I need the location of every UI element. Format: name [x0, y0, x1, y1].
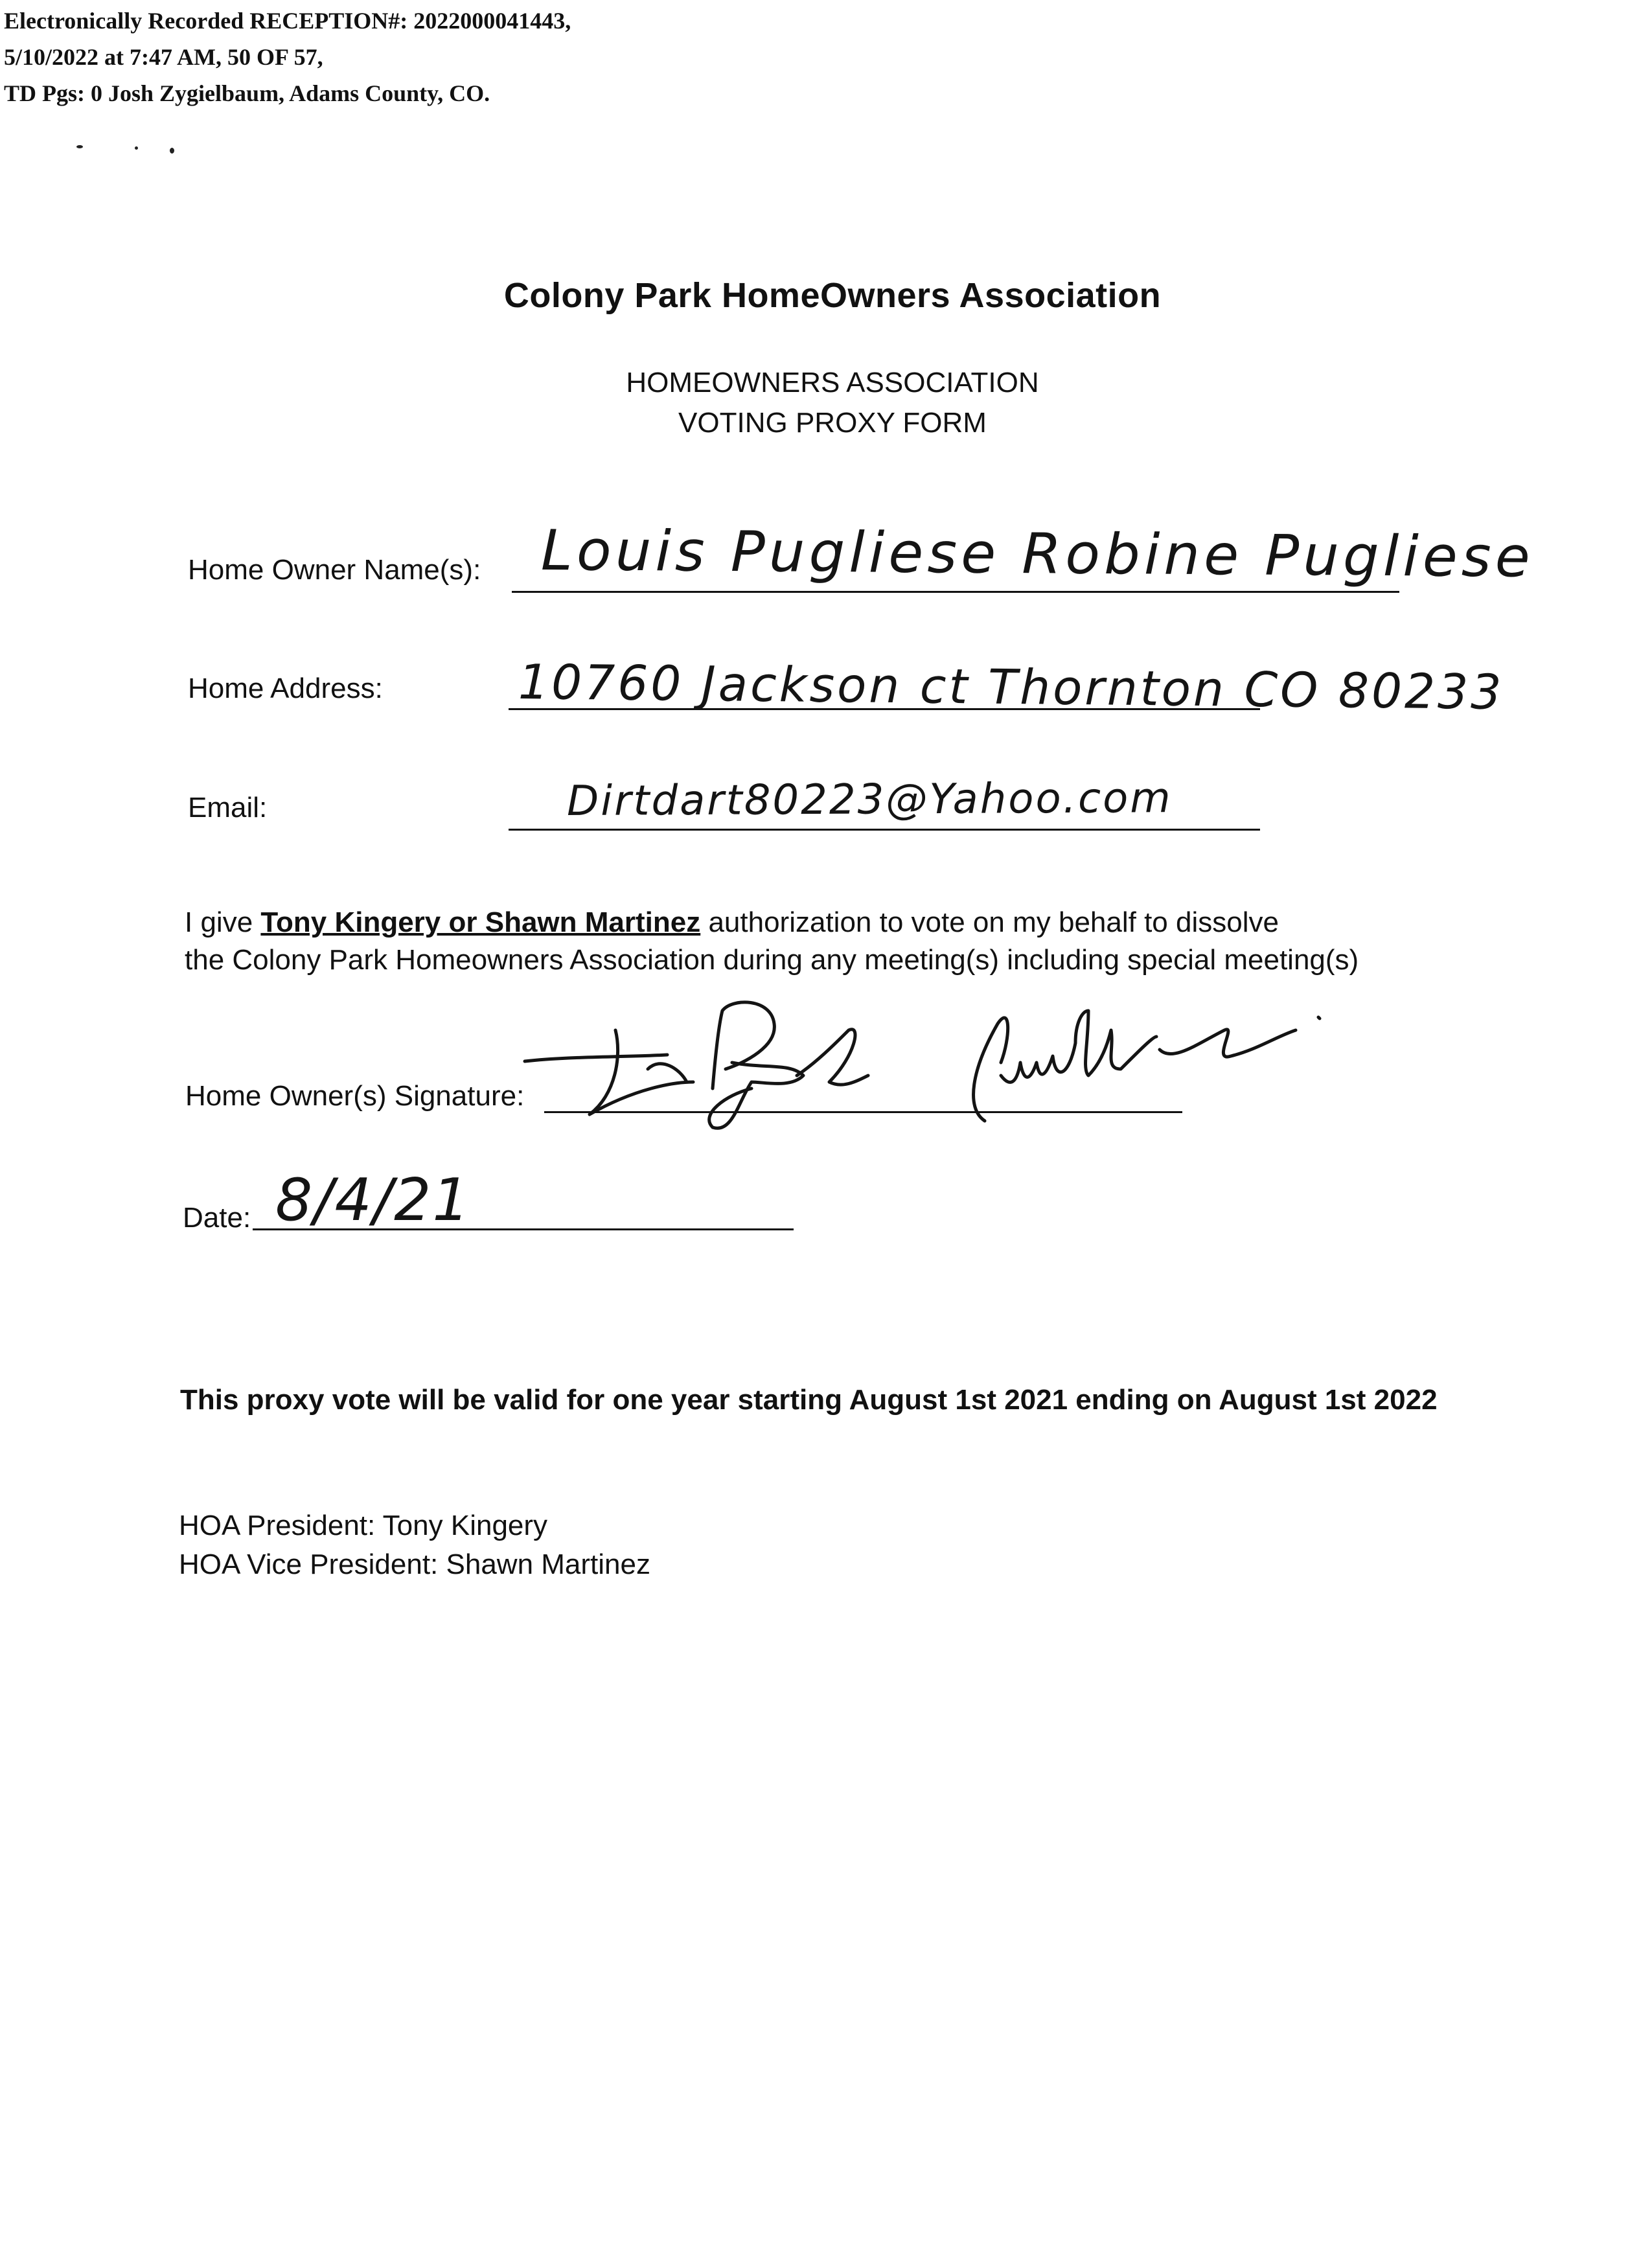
handwritten-signature	[518, 985, 1348, 1147]
owner-name-line	[512, 591, 1399, 593]
recording-line-1: Electronically Recorded RECEPTION#: 2022000041443,	[4, 8, 571, 34]
authorization-suffix: authorization to vote on my behalf to dissolve	[700, 906, 1279, 938]
authorized-names: Tony Kingery or Shawn Martinez	[260, 906, 701, 938]
owner-name-handwriting: Louis Pugliese Robine Pugliese	[540, 518, 1535, 590]
subtitle-line-1: HOMEOWNERS ASSOCIATION	[626, 367, 1039, 398]
date-label: Date:	[183, 1202, 251, 1234]
email-line	[509, 829, 1260, 831]
owner-name-label: Home Owner Name(s):	[188, 554, 481, 586]
hoa-vice-president: HOA Vice President: Shawn Martinez	[179, 1548, 650, 1580]
authorization-line-2: the Colony Park Homeowners Association during any meeting(s) including special meeting(s)	[185, 944, 1359, 976]
association-title: Colony Park HomeOwners Association	[503, 276, 1162, 315]
address-label: Home Address:	[188, 673, 383, 704]
hoa-president: HOA President: Tony Kingery	[179, 1510, 548, 1541]
validity-statement: This proxy vote will be valid for one year starting August 1st 2021 ending on August 1st 2022	[180, 1384, 1438, 1416]
email-label: Email:	[188, 792, 268, 823]
scan-specks	[71, 139, 188, 158]
date-handwriting: 8/4/21	[275, 1166, 471, 1234]
email-handwriting: Dirtdart80223@Yahoo.com	[566, 774, 1173, 825]
signature-label: Home Owner(s) Signature:	[185, 1080, 525, 1112]
subtitle-line-2: VOTING PROXY FORM	[678, 407, 987, 439]
recording-line-2: 5/10/2022 at 7:47 AM, 50 OF 57,	[4, 44, 323, 70]
authorization-prefix: I give	[185, 906, 261, 938]
authorization-line-1	[185, 904, 1545, 941]
form-subtitle	[0, 363, 1652, 443]
authorization-statement	[185, 904, 1545, 979]
address-handwriting: 10760 Jackson ct Thornton CO 80233	[518, 654, 1504, 720]
recording-line-3: TD Pgs: 0 Josh Zygielbaum, Adams County, CO.	[4, 80, 490, 106]
officers-block	[179, 1506, 650, 1584]
recording-stamp	[4, 3, 571, 111]
